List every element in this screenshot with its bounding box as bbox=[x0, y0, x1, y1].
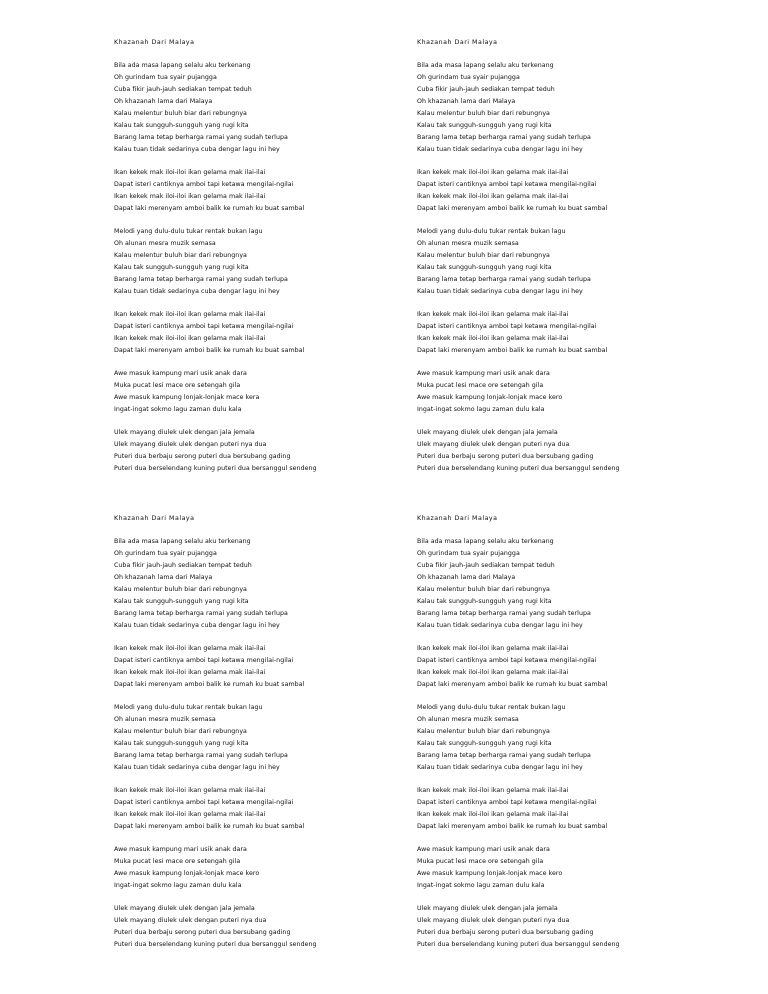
lyric-stanza bbox=[417, 60, 717, 156]
lyric-stanza bbox=[114, 167, 414, 215]
lyric-line: Melodi yang dulu-dulu tukar rentak bukan lagu bbox=[417, 704, 566, 711]
lyric-line: Kalau tuan tidak sedarinya cuba dengar lagu ini hey bbox=[114, 146, 280, 153]
lyric-line: Ikan kekek mak iloi-iloi ikan gelama mak ilai-ilai bbox=[114, 311, 266, 318]
lyric-line: Kalau tuan tidak sedarinya cuba dengar lagu ini hey bbox=[417, 146, 583, 153]
lyric-line: Cuba fikir jauh-jauh sediakan tempat teduh bbox=[417, 562, 555, 569]
lyric-line: Bila ada masa lapang selalu aku terkenang bbox=[114, 538, 251, 545]
lyric-line: Ulek mayang diulek ulek dengan jala jemala bbox=[417, 429, 558, 436]
song-title: Khazanah Dari Malaya bbox=[114, 515, 195, 522]
lyric-stanza bbox=[114, 226, 414, 298]
lyric-line: Melodi yang dulu-dulu tukar rentak bukan lagu bbox=[114, 704, 263, 711]
lyric-stanza bbox=[114, 844, 414, 892]
song-title: Khazanah Dari Malaya bbox=[417, 39, 498, 46]
lyric-line: Ulek mayang diulek ulek dengan jala jemala bbox=[417, 905, 558, 912]
lyric-line: Kalau tak sungguh-sungguh yang rugi kita bbox=[417, 264, 552, 271]
lyric-line: Dapat laki merenyam amboi balik ke rumah ku buat sambal bbox=[114, 347, 305, 354]
lyric-line: Ikan kekek mak iloi-iloi ikan gelama mak ilai-ilai bbox=[114, 787, 266, 794]
lyric-line: Dapat laki merenyam amboi balik ke rumah ku buat sambal bbox=[417, 205, 608, 212]
lyrics-copy-top-left bbox=[114, 37, 414, 486]
lyric-stanza bbox=[114, 643, 414, 691]
lyric-line: Barang lama tetap berharga ramai yang sudah terlupa bbox=[114, 134, 288, 141]
lyric-line: Oh khazanah lama dari Malaya bbox=[114, 98, 213, 105]
song-title: Khazanah Dari Malaya bbox=[417, 515, 498, 522]
lyric-line: Oh alunan mesra muzik semasa bbox=[417, 716, 519, 723]
lyric-line: Muka pucat lesi mace ore setengah gila bbox=[417, 858, 544, 865]
lyric-line: Ulek mayang diulek ulek dengan puteri nya dua bbox=[417, 917, 570, 924]
lyric-line: Puteri dua berbaju serong puteri dua bersubang gading bbox=[417, 929, 594, 936]
lyric-line: Dapat isteri cantiknya amboi tapi ketawa mengilai-ngilai bbox=[114, 657, 294, 664]
lyric-line: Kalau tuan tidak sedarinya cuba dengar lagu ini hey bbox=[114, 288, 280, 295]
lyric-line: Melodi yang dulu-dulu tukar rentak bukan lagu bbox=[417, 228, 566, 235]
lyric-line: Melodi yang dulu-dulu tukar rentak bukan lagu bbox=[114, 228, 263, 235]
lyric-line: Oh gurindam tua syair pujangga bbox=[114, 550, 217, 557]
lyric-line: Kalau tak sungguh-sungguh yang rugi kita bbox=[417, 122, 552, 129]
lyric-line: Kalau tak sungguh-sungguh yang rugi kita bbox=[114, 264, 249, 271]
lyric-stanza bbox=[114, 60, 414, 156]
lyric-line: Awe masuk kampung lonjak-lonjak mace kero bbox=[417, 394, 563, 401]
lyric-line: Kalau tak sungguh-sungguh yang rugi kita bbox=[114, 740, 249, 747]
lyric-line: Dapat isteri cantiknya amboi tapi ketawa mengilai-ngilai bbox=[417, 657, 597, 664]
lyric-stanza bbox=[417, 226, 717, 298]
lyric-line: Awe masuk kampung mari usik anak dara bbox=[114, 370, 247, 377]
lyric-line: Awe masuk kampung lonjak-lonjak mace kero bbox=[417, 870, 563, 877]
lyric-line: Oh gurindam tua syair pujangga bbox=[417, 550, 520, 557]
lyric-line: Kalau tak sungguh-sungguh yang rugi kita bbox=[417, 598, 552, 605]
lyric-line: Cuba fikir jauh-jauh sediakan tempat teduh bbox=[417, 86, 555, 93]
lyric-line: Dapat laki merenyam amboi balik ke rumah ku buat sambal bbox=[417, 823, 608, 830]
lyric-line: Oh alunan mesra muzik semasa bbox=[114, 716, 216, 723]
lyric-line: Oh alunan mesra muzik semasa bbox=[417, 240, 519, 247]
lyric-line: Bila ada masa lapang selalu aku terkenang bbox=[417, 538, 554, 545]
lyric-line: Awe masuk kampung lonjak-lonjak mace kero bbox=[114, 870, 260, 877]
lyric-line: Puteri dua berselendang kuning puteri dua bersanggul sendeng bbox=[417, 465, 620, 472]
lyrics-copy-bottom-right bbox=[417, 513, 717, 962]
lyric-line: Dapat isteri cantiknya amboi tapi ketawa mengilai-ngilai bbox=[417, 181, 597, 188]
lyric-stanza bbox=[114, 536, 414, 632]
lyric-line: Ulek mayang diulek ulek dengan jala jemala bbox=[114, 429, 255, 436]
lyric-line: Dapat isteri cantiknya amboi tapi ketawa mengilai-ngilai bbox=[114, 323, 294, 330]
lyric-line: Ikan kekek mak iloi-iloi ikan gelama mak ilai-ilai bbox=[114, 335, 266, 342]
lyric-line: Muka pucat lesi mace ore setengah gila bbox=[417, 382, 544, 389]
lyric-line: Kalau melentur buluh biar dari rebungnya bbox=[114, 586, 247, 593]
lyric-stanza bbox=[114, 309, 414, 357]
lyric-line: Dapat laki merenyam amboi balik ke rumah ku buat sambal bbox=[114, 823, 305, 830]
lyrics-copy-top-right bbox=[417, 37, 717, 486]
lyric-line: Ikan kekek mak iloi-iloi ikan gelama mak ilai-ilai bbox=[114, 669, 266, 676]
lyric-line: Kalau melentur buluh biar dari rebungnya bbox=[417, 586, 550, 593]
lyric-line: Barang lama tetap berharga ramai yang sudah terlupa bbox=[417, 134, 591, 141]
lyric-line: Barang lama tetap berharga ramai yang sudah terlupa bbox=[114, 752, 288, 759]
song-title: Khazanah Dari Malaya bbox=[114, 39, 195, 46]
lyric-stanza bbox=[417, 903, 717, 951]
lyric-line: Kalau tuan tidak sedarinya cuba dengar lagu ini hey bbox=[114, 622, 280, 629]
lyric-line: Ikan kekek mak iloi-iloi ikan gelama mak ilai-ilai bbox=[417, 787, 569, 794]
lyric-line: Ingat-ingat sokmo lagu zaman dulu kala bbox=[114, 882, 242, 889]
lyric-stanza bbox=[417, 643, 717, 691]
lyric-line: Barang lama tetap berharga ramai yang sudah terlupa bbox=[417, 276, 591, 283]
lyric-line: Awe masuk kampung mari usik anak dara bbox=[417, 370, 550, 377]
lyric-line: Ikan kekek mak iloi-iloi ikan gelama mak ilai-ilai bbox=[417, 311, 569, 318]
lyric-line: Oh gurindam tua syair pujangga bbox=[114, 74, 217, 81]
lyric-line: Dapat isteri cantiknya amboi tapi ketawa mengilai-ngilai bbox=[417, 799, 597, 806]
lyric-line: Oh alunan mesra muzik semasa bbox=[114, 240, 216, 247]
lyric-line: Awe masuk kampung mari usik anak dara bbox=[114, 846, 247, 853]
lyric-line: Ulek mayang diulek ulek dengan jala jemala bbox=[114, 905, 255, 912]
lyric-line: Kalau tuan tidak sedarinya cuba dengar lagu ini hey bbox=[417, 764, 583, 771]
lyric-line: Cuba fikir jauh-jauh sediakan tempat teduh bbox=[114, 562, 252, 569]
lyric-line: Kalau melentur buluh biar dari rebungnya bbox=[417, 110, 550, 117]
lyric-stanza bbox=[417, 785, 717, 833]
lyric-line: Ulek mayang diulek ulek dengan puteri nya dua bbox=[114, 441, 267, 448]
lyric-line: Kalau tuan tidak sedarinya cuba dengar lagu ini hey bbox=[417, 288, 583, 295]
lyric-line: Dapat isteri cantiknya amboi tapi ketawa mengilai-ngilai bbox=[417, 323, 597, 330]
lyric-line: Oh khazanah lama dari Malaya bbox=[114, 574, 213, 581]
lyric-stanza bbox=[417, 427, 717, 475]
lyric-line: Oh khazanah lama dari Malaya bbox=[417, 574, 516, 581]
lyric-line: Ulek mayang diulek ulek dengan puteri nya dua bbox=[417, 441, 570, 448]
lyric-line: Puteri dua berselendang kuning puteri dua bersanggul sendeng bbox=[114, 941, 317, 948]
lyric-line: Ikan kekek mak iloi-iloi ikan gelama mak ilai-ilai bbox=[114, 193, 266, 200]
lyric-stanza bbox=[114, 903, 414, 951]
lyric-line: Kalau tak sungguh-sungguh yang rugi kita bbox=[114, 598, 249, 605]
lyric-stanza bbox=[417, 309, 717, 357]
lyric-stanza bbox=[417, 702, 717, 774]
lyric-stanza bbox=[114, 427, 414, 475]
lyric-stanza bbox=[417, 368, 717, 416]
lyric-line: Ikan kekek mak iloi-iloi ikan gelama mak ilai-ilai bbox=[114, 811, 266, 818]
lyric-line: Bila ada masa lapang selalu aku terkenang bbox=[417, 62, 554, 69]
lyric-line: Kalau tuan tidak sedarinya cuba dengar lagu ini hey bbox=[417, 622, 583, 629]
lyric-line: Awe masuk kampung mari usik anak dara bbox=[417, 846, 550, 853]
lyric-line: Ikan kekek mak iloi-iloi ikan gelama mak ilai-ilai bbox=[417, 669, 569, 676]
lyric-line: Puteri dua berbaju serong puteri dua bersubang gading bbox=[114, 929, 291, 936]
lyric-line: Barang lama tetap berharga ramai yang sudah terlupa bbox=[417, 752, 591, 759]
lyric-line: Bila ada masa lapang selalu aku terkenang bbox=[114, 62, 251, 69]
lyric-stanza bbox=[417, 167, 717, 215]
lyric-line: Barang lama tetap berharga ramai yang sudah terlupa bbox=[417, 610, 591, 617]
lyric-line: Puteri dua berselendang kuning puteri dua bersanggul sendeng bbox=[114, 465, 317, 472]
lyric-line: Dapat isteri cantiknya amboi tapi ketawa mengilai-ngilai bbox=[114, 799, 294, 806]
lyric-line: Ingat-ingat sokmo lagu zaman dulu kala bbox=[114, 406, 242, 413]
lyric-line: Muka pucat lesi mace ore setengah gila bbox=[114, 382, 241, 389]
lyric-line: Oh gurindam tua syair pujangga bbox=[417, 74, 520, 81]
lyric-line: Dapat laki merenyam amboi balik ke rumah ku buat sambal bbox=[417, 347, 608, 354]
lyric-line: Puteri dua berbaju serong puteri dua bersubang gading bbox=[114, 453, 291, 460]
lyric-line: Dapat laki merenyam amboi balik ke rumah ku buat sambal bbox=[114, 681, 305, 688]
lyric-line: Kalau melentur buluh biar dari rebungnya bbox=[417, 728, 550, 735]
lyric-line: Ingat-ingat sokmo lagu zaman dulu kala bbox=[417, 406, 545, 413]
lyric-line: Puteri dua berbaju serong puteri dua bersubang gading bbox=[417, 453, 594, 460]
lyric-line: Dapat laki merenyam amboi balik ke rumah ku buat sambal bbox=[417, 681, 608, 688]
lyric-line: Ikan kekek mak iloi-iloi ikan gelama mak ilai-ilai bbox=[114, 169, 266, 176]
lyric-line: Kalau tuan tidak sedarinya cuba dengar lagu ini hey bbox=[114, 764, 280, 771]
lyric-line: Kalau tak sungguh-sungguh yang rugi kita bbox=[114, 122, 249, 129]
lyric-line: Ikan kekek mak iloi-iloi ikan gelama mak ilai-ilai bbox=[417, 335, 569, 342]
lyric-line: Kalau melentur buluh biar dari rebungnya bbox=[417, 252, 550, 259]
lyric-line: Kalau melentur buluh biar dari rebungnya bbox=[114, 110, 247, 117]
lyric-line: Barang lama tetap berharga ramai yang sudah terlupa bbox=[114, 610, 288, 617]
lyric-stanza bbox=[417, 536, 717, 632]
lyric-line: Ikan kekek mak iloi-iloi ikan gelama mak ilai-ilai bbox=[417, 193, 569, 200]
lyric-line: Ulek mayang diulek ulek dengan puteri nya dua bbox=[114, 917, 267, 924]
lyric-line: Dapat isteri cantiknya amboi tapi ketawa mengilai-ngilai bbox=[114, 181, 294, 188]
lyric-line: Ikan kekek mak iloi-iloi ikan gelama mak ilai-ilai bbox=[417, 169, 569, 176]
lyric-line: Ingat-ingat sokmo lagu zaman dulu kala bbox=[417, 882, 545, 889]
lyric-line: Ikan kekek mak iloi-iloi ikan gelama mak ilai-ilai bbox=[114, 645, 266, 652]
lyric-line: Dapat laki merenyam amboi balik ke rumah ku buat sambal bbox=[114, 205, 305, 212]
lyric-line: Barang lama tetap berharga ramai yang sudah terlupa bbox=[114, 276, 288, 283]
lyric-stanza bbox=[114, 785, 414, 833]
lyric-line: Ikan kekek mak iloi-iloi ikan gelama mak ilai-ilai bbox=[417, 811, 569, 818]
lyric-line: Kalau melentur buluh biar dari rebungnya bbox=[114, 252, 247, 259]
lyric-stanza bbox=[114, 702, 414, 774]
lyric-line: Awe masuk kampung lonjak-lonjak mace kera bbox=[114, 394, 260, 401]
lyric-line: Muka pucat lesi mace ore setengah gila bbox=[114, 858, 241, 865]
lyric-line: Ikan kekek mak iloi-iloi ikan gelama mak ilai-ilai bbox=[417, 645, 569, 652]
lyric-line: Puteri dua berselendang kuning puteri dua bersanggul sendeng bbox=[417, 941, 620, 948]
lyric-stanza bbox=[417, 844, 717, 892]
lyric-stanza bbox=[114, 368, 414, 416]
lyric-line: Kalau melentur buluh biar dari rebungnya bbox=[114, 728, 247, 735]
lyrics-copy-bottom-left bbox=[114, 513, 414, 962]
lyric-line: Oh khazanah lama dari Malaya bbox=[417, 98, 516, 105]
lyric-line: Cuba fikir jauh-jauh sediakan tempat teduh bbox=[114, 86, 252, 93]
lyric-line: Kalau tak sungguh-sungguh yang rugi kita bbox=[417, 740, 552, 747]
